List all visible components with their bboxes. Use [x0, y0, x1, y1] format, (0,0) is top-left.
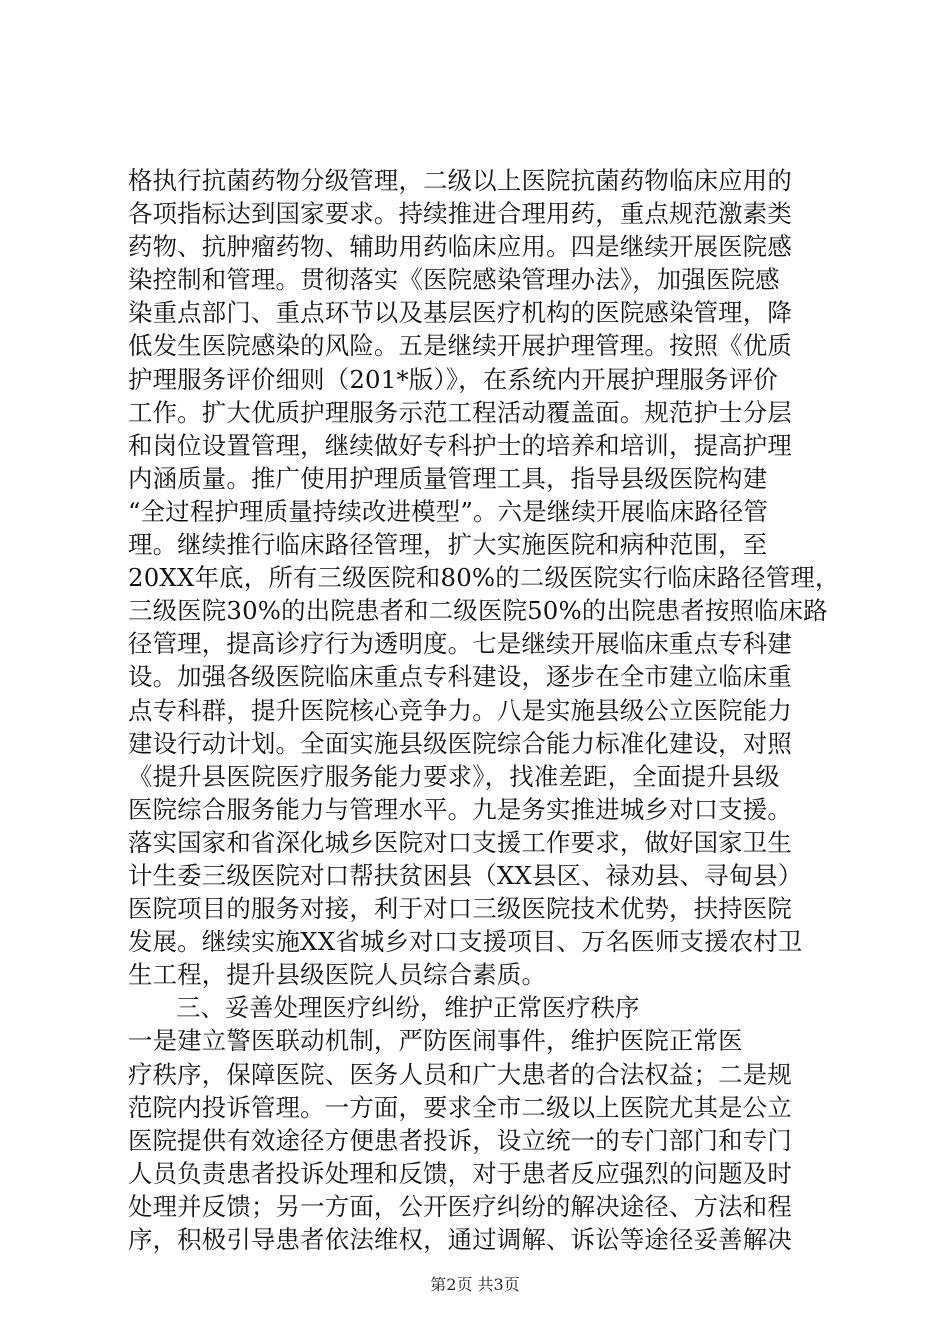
- text-line: 染重点部门、重点环节以及基层医疗机构的医院感染管理，降: [128, 298, 792, 328]
- text-line: 径管理，提高诊疗行为透明度。七是继续开展临床重点专科建: [128, 629, 792, 659]
- text-line: 疗秩序，保障医院、医务人员和广大患者的合法权益；二是规: [128, 1059, 792, 1089]
- document-body: [128, 164, 840, 1256]
- text-line: 计生委三级医院对口帮扶贫困县（XX县区、禄劝县、寻甸县）: [128, 860, 803, 890]
- text-line: 生工程，提升县级医院人员综合素质。: [128, 960, 547, 990]
- text-line: 格执行抗菌药物分级管理，二级以上医院抗菌药物临床应用的: [128, 166, 792, 195]
- text-line: 工作。扩大优质护理服务示范工程活动覆盖面。规范护士分层: [128, 397, 792, 427]
- text-line: “全过程护理质量持续改进模型”。六是继续开展临床路径管: [128, 496, 769, 526]
- text-line: 药物、抗肿瘤药物、辅助用药临床应用。四是继续开展医院感: [128, 232, 792, 262]
- text-line: 内涵质量。推广使用护理质量管理工具，指导县级医院构建: [128, 463, 768, 493]
- section-heading: 三、妥善处理医疗纠纷，维护正常医疗秩序: [176, 993, 640, 1023]
- text-line: 低发生医院感染的风险。五是继续开展护理管理。按照《优质: [128, 331, 792, 361]
- text-line: 医院提供有效途径方便患者投诉，设立统一的专门部门和专门: [128, 1125, 792, 1155]
- text-line: 20XX年底，所有三级医院和80%的二级医院实行临床路径管理，: [128, 563, 840, 593]
- text-line: 处理并反馈；另一方面，公开医疗纠纷的解决途径、方法和程: [128, 1191, 792, 1221]
- text-line: 和岗位设置管理，继续做好专科护士的培养和培训，提高护理: [128, 430, 792, 460]
- text-line: 范院内投诉管理。一方面，要求全市二级以上医院尤其是公立: [128, 1092, 792, 1122]
- text-line: 护理服务评价细则（201*版）》，在系统内开展护理服务评价: [128, 364, 778, 394]
- text-line: 各项指标达到国家要求。持续推进合理用药，重点规范激素类: [128, 199, 792, 229]
- text-line: 建设行动计划。全面实施县级医院综合能力标准化建设，对照: [128, 728, 792, 758]
- text-line: 三级医院30%的出院患者和二级医院50%的出院患者按照临床路: [128, 596, 828, 626]
- text-line: 落实国家和省深化城乡医院对口支援工作要求，做好国家卫生: [128, 827, 792, 857]
- text-line: 医院综合服务能力与管理水平。九是务实推进城乡对口支援。: [128, 794, 792, 824]
- text-line: 染控制和管理。贯彻落实《医院感染管理办法》，加强医院感: [128, 265, 780, 295]
- text-line: 医院项目的服务对接，利于对口三级医院技术优势，扶持医院: [128, 894, 792, 924]
- text-line: 一是建立警医联动机制，严防医闹事件，维护医院正常医: [128, 1026, 743, 1056]
- page-footer: 第2页 共3页: [430, 1275, 520, 1294]
- text-line: 发展。继续实施XX省城乡对口支援项目、万名医师支援农村卫: [128, 927, 803, 957]
- text-line: 理。继续推行临床路径管理，扩大实施医院和病种范围，至: [128, 530, 768, 560]
- text-line: 《提升县医院医疗服务能力要求》，找准差距，全面提升县级: [128, 761, 780, 791]
- text-line: 人员负责患者投诉处理和反馈，对于患者反应强烈的问题及时: [128, 1158, 792, 1188]
- text-line: 设。加强各级医院临床重点专科建设，逐步在全市建立临床重: [128, 662, 792, 692]
- body-paragraph-1: [128, 164, 840, 991]
- text-line: 序，积极引导患者依法维权，通过调解、诉讼等途径妥善解决: [128, 1225, 792, 1254]
- text-line: 点专科群，提升医院核心竞争力。八是实施县级公立医院能力: [128, 695, 792, 725]
- body-paragraph-2: [128, 1024, 828, 1256]
